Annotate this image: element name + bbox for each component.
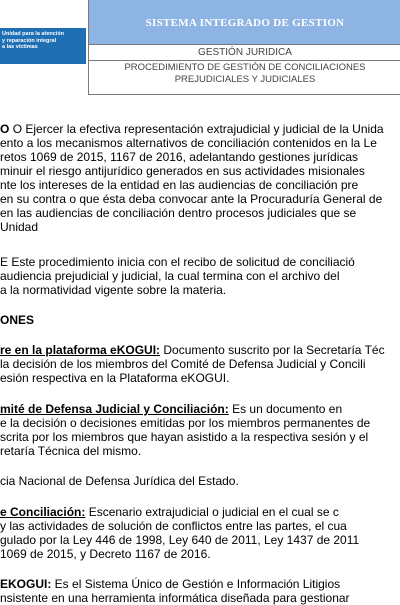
definition-ekogui-line xyxy=(0,577,340,591)
objective-label-fragment: O xyxy=(0,122,10,136)
definition-committee-line: e la decisión o decisiones emitidas por los miembros permanentes de xyxy=(0,416,371,430)
definition-acta-line: la decisión de los miembros del Comité de Defensa Judicial y Concili xyxy=(0,357,366,371)
logo-line: Unidad para la atención xyxy=(2,31,65,37)
procedure-line: PROCEDIMIENTO DE GESTIÓN DE CONCILIACIONES xyxy=(124,62,366,73)
objective-line: minuir el riesgo antijurídico generados en sus actividades misionales xyxy=(0,164,365,178)
procedure-title xyxy=(89,62,400,92)
definition-committee-line: scrita por los miembros que hayan asistido a la respectiva sesión y el xyxy=(0,430,369,444)
definition-term: mité de Defensa Judicial y Conciliación: xyxy=(0,402,229,416)
entity-logo xyxy=(0,0,88,94)
definition-committee-line: retaría Técnica del mismo. xyxy=(0,444,142,458)
objective-line xyxy=(0,122,384,136)
definition-term: re en la plataforma eKOGUI: xyxy=(0,343,161,357)
logo-text xyxy=(2,31,84,51)
objective-line: retos 1069 de 2015, 1167 de 2016, adelantando gestiones jurídicas xyxy=(0,150,359,164)
definition-ekogui-line: nsistente en una herramienta informática diseñada para gestionar xyxy=(0,591,350,605)
objective-line: en su contra o que ésta deba convocar ante la Procuraduría General de xyxy=(0,192,383,206)
definition-conciliation-line: gulado por la Ley 446 de 1998, Ley 640 de 2011, Ley 1437 de 2011 xyxy=(0,533,360,547)
definition-text: Es el Sistema Único de Gestión e Información Litigios xyxy=(51,577,341,591)
definition-text: Es un documento en xyxy=(228,402,343,416)
document-header xyxy=(0,0,400,97)
logo-line: y reparación integral xyxy=(2,37,57,44)
definition-text: Documento suscrito por la Secretaría Téc xyxy=(160,343,385,357)
definition-agency-line: cia Nacional de Defensa Jurídica del Estado. xyxy=(0,474,239,488)
definition-committee-line xyxy=(0,402,342,416)
area-title: GESTIÓN JURIDICA xyxy=(89,44,400,61)
scope-line: a la normatividad vigente sobre la materia. xyxy=(0,283,227,297)
scope-line: E Este procedimiento inicia con el recibo de solicitud de conciliació xyxy=(0,255,355,269)
objective-text: O Ejercer la efectiva representación extrajudicial y judicial de la Unida xyxy=(12,122,384,136)
objective-line: Unidad xyxy=(0,220,39,234)
definition-term: e Conciliación: xyxy=(0,505,86,519)
definition-text: Escenario extrajudicial o judicial en el cual se c xyxy=(85,505,339,519)
definition-acta-line: esión respectiva en la Plataforma eKOGUI. xyxy=(0,371,230,385)
objective-line: ento a los mecanismos alternativos de conciliación contenidos en la Le xyxy=(0,136,377,150)
header-table xyxy=(88,0,400,95)
objective-line: en las audiencias de conciliación dentro procesos judiciales que se xyxy=(0,206,357,220)
scope-line: audiencia prejudicial y judicial, la cual termina con el archivo del xyxy=(0,269,340,283)
objective-line: nte los intereses de la entidad en las audiencias de conciliación pre xyxy=(0,178,359,192)
system-title: SISTEMA INTEGRADO DE GESTION xyxy=(89,0,400,45)
definition-conciliation-line: 1069 de 2015, y Decreto 1167 de 2016. xyxy=(0,547,211,561)
definition-term: EKOGUI: xyxy=(0,577,52,591)
logo-line: a las víctimas xyxy=(2,44,38,50)
definitions-heading: ONES xyxy=(0,313,35,327)
definition-acta-line xyxy=(0,343,385,357)
definition-conciliation-line xyxy=(0,505,339,519)
procedure-line: PREJUDICIALES Y JUDICIALES xyxy=(174,74,316,85)
definition-conciliation-line: y las actividades de solución de conflictos entre las partes, el cua xyxy=(0,519,347,533)
